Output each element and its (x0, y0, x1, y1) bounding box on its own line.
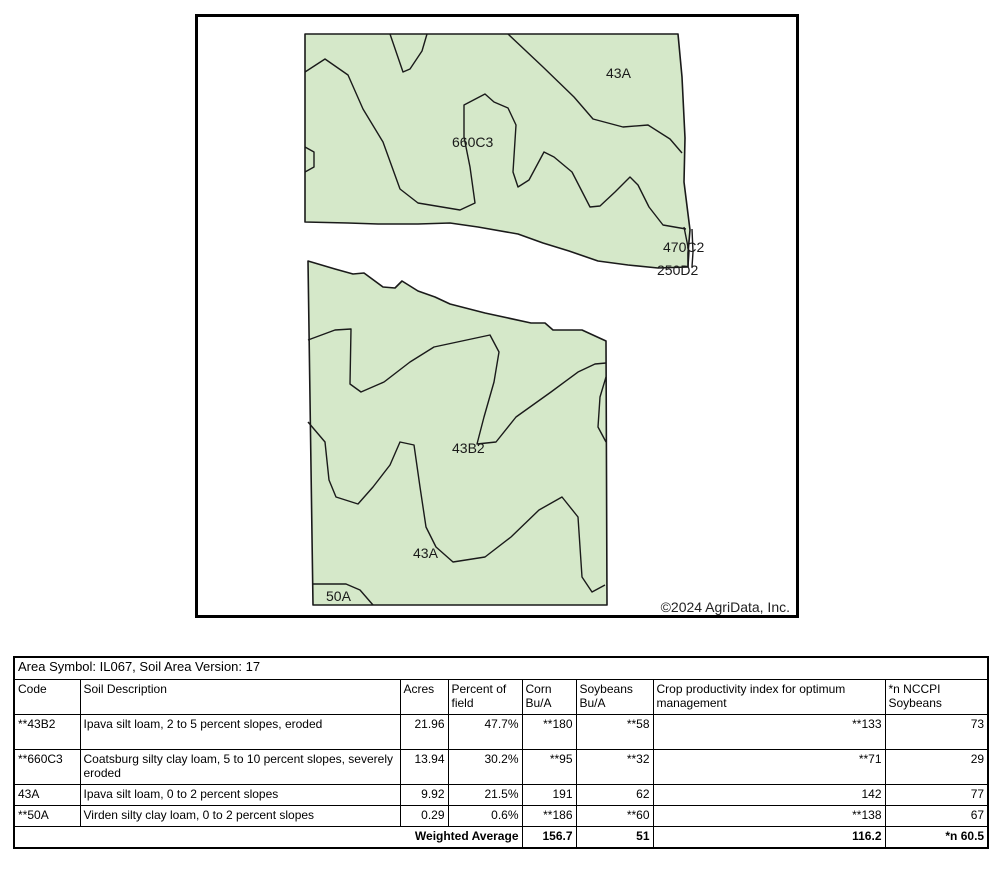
cell-corn: **180 (522, 715, 576, 750)
header-soybeans: Soybeans Bu/A (576, 680, 653, 715)
cell-code: **43B2 (14, 715, 80, 750)
cell-percent: 21.5% (448, 785, 522, 806)
cell-cpi: **138 (653, 806, 885, 827)
north-parcel (305, 34, 690, 268)
cell-description: Ipava silt loam, 0 to 2 percent slopes (80, 785, 400, 806)
cell-soybeans: **60 (576, 806, 653, 827)
cell-cpi: **71 (653, 750, 885, 785)
header-cpi: Crop productivity index for optimum management (653, 680, 885, 715)
weighted-corn: 156.7 (522, 827, 576, 849)
header-code: Code (14, 680, 80, 715)
weighted-cpi: 116.2 (653, 827, 885, 849)
cell-acres: 0.29 (400, 806, 448, 827)
copyright-notice: ©2024 AgriData, Inc. (660, 599, 790, 615)
header-acres: Acres (400, 680, 448, 715)
cell-description: Ipava silt loam, 2 to 5 percent slopes, eroded (80, 715, 400, 750)
weighted-average-label: Weighted Average (14, 827, 522, 849)
header-percent: Percent of field (448, 680, 522, 715)
header-nccpi: *n NCCPI Soybeans (885, 680, 988, 715)
cell-nccpi: 29 (885, 750, 988, 785)
table-header-row (14, 680, 988, 715)
cell-cpi: 142 (653, 785, 885, 806)
soil-map (195, 14, 799, 618)
soil-label-50A: 50A (326, 588, 351, 604)
cell-soybeans: 62 (576, 785, 653, 806)
header-description: Soil Description (80, 680, 400, 715)
cell-percent: 47.7% (448, 715, 522, 750)
weighted-soybeans: 51 (576, 827, 653, 849)
cell-code: **660C3 (14, 750, 80, 785)
weighted-average-row (14, 827, 988, 849)
cell-description: Coatsburg silty clay loam, 5 to 10 percent slopes, severely eroded (80, 750, 400, 785)
cell-nccpi: 67 (885, 806, 988, 827)
cell-acres: 13.94 (400, 750, 448, 785)
soil-map-canvas (198, 17, 796, 615)
cell-percent: 0.6% (448, 806, 522, 827)
soil-label-250D2: 250D2 (657, 262, 699, 278)
cell-description: Virden silty clay loam, 0 to 2 percent slopes (80, 806, 400, 827)
table-title-row (14, 657, 988, 680)
cell-code: **50A (14, 806, 80, 827)
soil-table (13, 656, 989, 849)
south-parcel (308, 261, 607, 605)
cell-cpi: **133 (653, 715, 885, 750)
cell-nccpi: 73 (885, 715, 988, 750)
cell-corn: **95 (522, 750, 576, 785)
cell-acres: 21.96 (400, 715, 448, 750)
soil-label-43B2: 43B2 (452, 440, 485, 456)
cell-nccpi: 77 (885, 785, 988, 806)
table-title: Area Symbol: IL067, Soil Area Version: 17 (14, 657, 988, 680)
cell-corn: **186 (522, 806, 576, 827)
cell-soybeans: **58 (576, 715, 653, 750)
soil-label-43A-top: 43A (606, 65, 631, 81)
soil-label-43A-bottom: 43A (413, 545, 438, 561)
cell-soybeans: **32 (576, 750, 653, 785)
table-row (14, 750, 988, 785)
table-row (14, 785, 988, 806)
soil-label-470C2: 470C2 (663, 239, 705, 255)
table-row (14, 806, 988, 827)
weighted-nccpi: *n 60.5 (885, 827, 988, 849)
header-corn: Corn Bu/A (522, 680, 576, 715)
soil-label-660C3: 660C3 (452, 134, 494, 150)
cell-corn: 191 (522, 785, 576, 806)
cell-code: 43A (14, 785, 80, 806)
cell-percent: 30.2% (448, 750, 522, 785)
cell-acres: 9.92 (400, 785, 448, 806)
table-row (14, 715, 988, 750)
